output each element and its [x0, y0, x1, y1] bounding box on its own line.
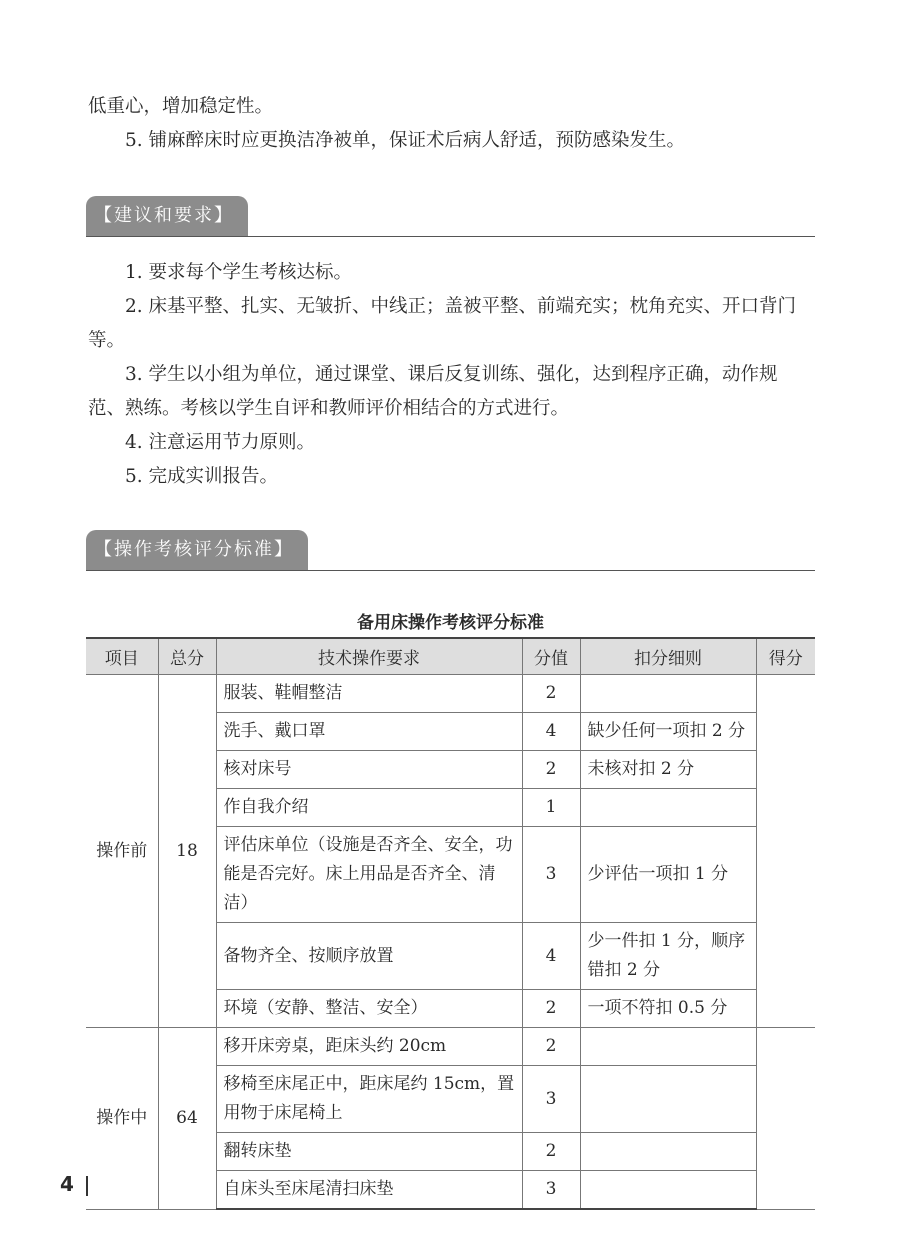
- deduction-cell: 少一件扣 1 分，顺序错扣 2 分: [580, 923, 756, 990]
- intro-continued-line: 低重心，增加稳定性。: [88, 96, 274, 117]
- score-cell: 1: [522, 789, 580, 827]
- group-total: 18: [158, 675, 216, 1028]
- table-row: [86, 675, 815, 713]
- header-earned: 得分: [756, 638, 815, 675]
- table-row: [86, 1028, 815, 1066]
- score-cell: 4: [522, 923, 580, 990]
- deduction-cell: [580, 1133, 756, 1171]
- requirement-cell: 作自我介绍: [216, 789, 522, 827]
- score-cell: 2: [522, 1028, 580, 1066]
- group-total: 64: [158, 1028, 216, 1210]
- section-tab: 【操作考核评分标准】: [86, 530, 308, 570]
- requirement-cell: 服装、鞋帽整洁: [216, 675, 522, 713]
- suggestion-item: 2. 床基平整、扎实、无皱折、中线正；盖被平整、前端充实；枕角充实、开口背门等。: [88, 296, 797, 351]
- requirement-cell: 核对床号: [216, 751, 522, 789]
- requirement-cell: 评估床单位（设施是否齐全、安全，功能是否完好。床上用品是否齐全、清洁）: [216, 827, 522, 923]
- section-header-suggestions: [86, 196, 815, 237]
- earned-score-cell: [756, 1028, 815, 1210]
- deduction-cell: [580, 1028, 756, 1066]
- requirement-cell: 环境（安静、整洁、安全）: [216, 990, 522, 1028]
- scoring-table: [86, 637, 815, 1210]
- page-number: 4: [60, 1172, 74, 1196]
- deduction-cell: 一项不符扣 0.5 分: [580, 990, 756, 1028]
- score-cell: 4: [522, 713, 580, 751]
- score-cell: 3: [522, 827, 580, 923]
- deduction-cell: 未核对扣 2 分: [580, 751, 756, 789]
- header-deduction: 扣分细则: [580, 638, 756, 675]
- requirement-cell: 翻转床垫: [216, 1133, 522, 1171]
- requirement-cell: 备物齐全、按顺序放置: [216, 923, 522, 990]
- header-total: 总分: [158, 638, 216, 675]
- score-cell: 3: [522, 1066, 580, 1133]
- intro-item-5: 5. 铺麻醉床时应更换洁净被单，保证术后病人舒适，预防感染发生。: [125, 130, 686, 151]
- table-title: 备用床操作考核评分标准: [357, 613, 544, 633]
- requirement-cell: 移开床旁桌，距床头约 20cm: [216, 1028, 522, 1066]
- page-number-divider: [86, 1176, 88, 1196]
- suggestion-item: 1. 要求每个学生考核达标。: [125, 262, 353, 283]
- deduction-cell: [580, 789, 756, 827]
- deduction-cell: [580, 1066, 756, 1133]
- section-header-standard: [86, 530, 815, 571]
- section-tab: 【建议和要求】: [86, 196, 248, 236]
- requirement-cell: 自床头至床尾清扫床垫: [216, 1171, 522, 1210]
- score-cell: 2: [522, 990, 580, 1028]
- score-cell: 3: [522, 1171, 580, 1210]
- header-requirement: 技术操作要求: [216, 638, 522, 675]
- deduction-cell: 少评估一项扣 1 分: [580, 827, 756, 923]
- requirement-cell: 洗手、戴口罩: [216, 713, 522, 751]
- suggestion-item: 5. 完成实训报告。: [125, 466, 279, 487]
- header-item: 项目: [86, 638, 158, 675]
- table-header-row: [86, 638, 815, 675]
- deduction-cell: [580, 675, 756, 713]
- deduction-cell: 缺少任何一项扣 2 分: [580, 713, 756, 751]
- group-name: 操作前: [86, 675, 158, 1028]
- score-cell: 2: [522, 675, 580, 713]
- requirement-cell: 移椅至床尾正中，距床尾约 15cm，置用物于床尾椅上: [216, 1066, 522, 1133]
- suggestion-item: 4. 注意运用节力原则。: [125, 432, 316, 453]
- header-score: 分值: [522, 638, 580, 675]
- score-cell: 2: [522, 751, 580, 789]
- group-name: 操作中: [86, 1028, 158, 1210]
- suggestion-item: 3. 学生以小组为单位，通过课堂、课后反复训练、强化，达到程序正确，动作规范、熟练。考核以学生自评和教师评价相结合的方式进行。: [88, 364, 778, 419]
- score-cell: 2: [522, 1133, 580, 1171]
- earned-score-cell: [756, 675, 815, 1028]
- deduction-cell: [580, 1171, 756, 1210]
